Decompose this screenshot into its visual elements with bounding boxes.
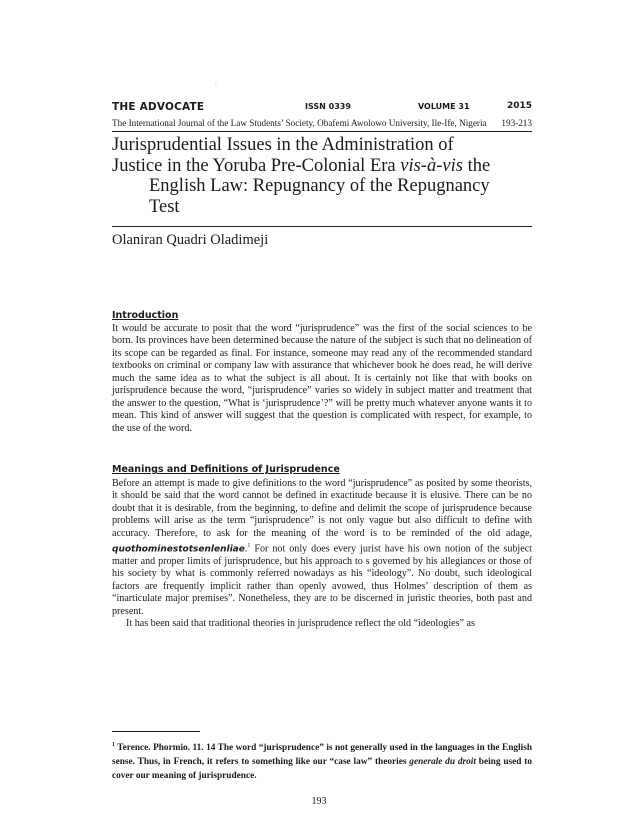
paragraph: It would be accurate to posit that the word “jurisprudence” was the first of the social sciences to be born. Its provinces have been determined because the nature of the subject is such that no delineation of its scope can be regarded as final. For instance, someone may read any of the recommended standard textbooks on criminal or company law with assurance that whichever book he does read, he will derive much the same idea as to what the subject is all about. It is certainly not like that with books on jurisprudence because the word, “jurisprudence” varies so widely in subject matter and treatment that the answer to the question, “What is ‘jurisprudence’?” will be pretty much whatever anyone wants it to mean. This kind of answer will suggest that the question is complicated with respect, for example, to the use of the word. bbox=[112, 322, 532, 434]
footnote-ref[interactable]: 1 bbox=[247, 543, 251, 549]
paragraph-text: . bbox=[244, 543, 248, 555]
title-line-1: Jurisprudential Issues in the Administration of bbox=[112, 135, 454, 155]
footnote-italic: generale du droit bbox=[409, 757, 476, 768]
section-heading: Meanings and Definitions of Jurisprudence bbox=[112, 464, 340, 475]
page-range: 193-213 bbox=[501, 118, 532, 128]
title-line-2 bbox=[112, 156, 532, 177]
page-number: 193 bbox=[311, 796, 327, 807]
footnote-text: being used to cover our meaning of jurisprudence. bbox=[112, 757, 532, 782]
title-italic: vis-à-vis bbox=[400, 155, 463, 176]
journal-name: THE ADVOCATE bbox=[112, 101, 205, 113]
section-heading: Introduction bbox=[112, 310, 179, 321]
footnote-number: 1 bbox=[112, 742, 115, 748]
section-meanings bbox=[112, 464, 532, 631]
title-rule bbox=[112, 226, 532, 227]
footnote bbox=[112, 738, 532, 783]
section-introduction bbox=[112, 310, 532, 435]
footnote-rule bbox=[112, 731, 200, 732]
title-line-3: English Law: Repugnancy of the Repugnancy bbox=[149, 176, 490, 196]
issn: ISSN 0339 bbox=[305, 102, 351, 111]
paragraph bbox=[112, 478, 532, 619]
author-name: Olaniran Quadri Oladimeji bbox=[112, 232, 269, 248]
year: 2015 bbox=[506, 101, 532, 111]
paragraph-text: For not only does every jurist have his own notion of the subject matter and proper limits of jurisprudence, but his approach to s governed by his allegiances or those of his society by what is commonly referred nowadays as his “ideology”. No doubt, such ideological factors are frequently implicit rather than openly avowed, thus Holmes’ description of them as “inarticulate major premises”. Nonetheless, they are to be discerned in juristic theories, both past and present. bbox=[112, 543, 532, 617]
scan-mark: : bbox=[215, 80, 217, 88]
journal-subtitle: The International Journal of the Law Students’ Society, Obafemi Awolowo University, Ile-Ife, Nigeria bbox=[112, 118, 487, 128]
title-line-2b: the bbox=[462, 155, 491, 176]
header-rule bbox=[112, 131, 532, 132]
article-title bbox=[112, 135, 532, 217]
journal-header bbox=[112, 101, 532, 115]
journal-subheader bbox=[112, 118, 532, 132]
paragraph-text: Before an attempt is made to give definitions to the word “jurisprudence” as posited by some theorists, it should be said that the word cannot be defined in exactitude because it is elusive. There can be no doubt that it is desirable, from the beginning, to define and delimit the scope of jurisprudence because problems will arise as the term “jurisprudence” is not only vague but also difficult to define with accuracy. Therefore, to ask for the meaning of the word is to be reminded of the old adage, bbox=[112, 477, 532, 539]
latin-adage: quothominestotsenlenliae bbox=[112, 544, 245, 555]
paragraph: It has been said that traditional theories in jurisprudence reflect the old “ideologies” as bbox=[126, 618, 475, 630]
title-line-2a: Justice in the Yoruba Pre-Colonial Era bbox=[112, 155, 401, 176]
volume: VOLUME 31 bbox=[418, 102, 470, 111]
title-line-4: Test bbox=[149, 196, 180, 217]
footnote-text: Terence. Phormio. 11. 14 The word “jurisprudence” is not generally used in the languages in the English sense. Thus, in French, it refers to something like our “case law” theories bbox=[112, 743, 532, 768]
